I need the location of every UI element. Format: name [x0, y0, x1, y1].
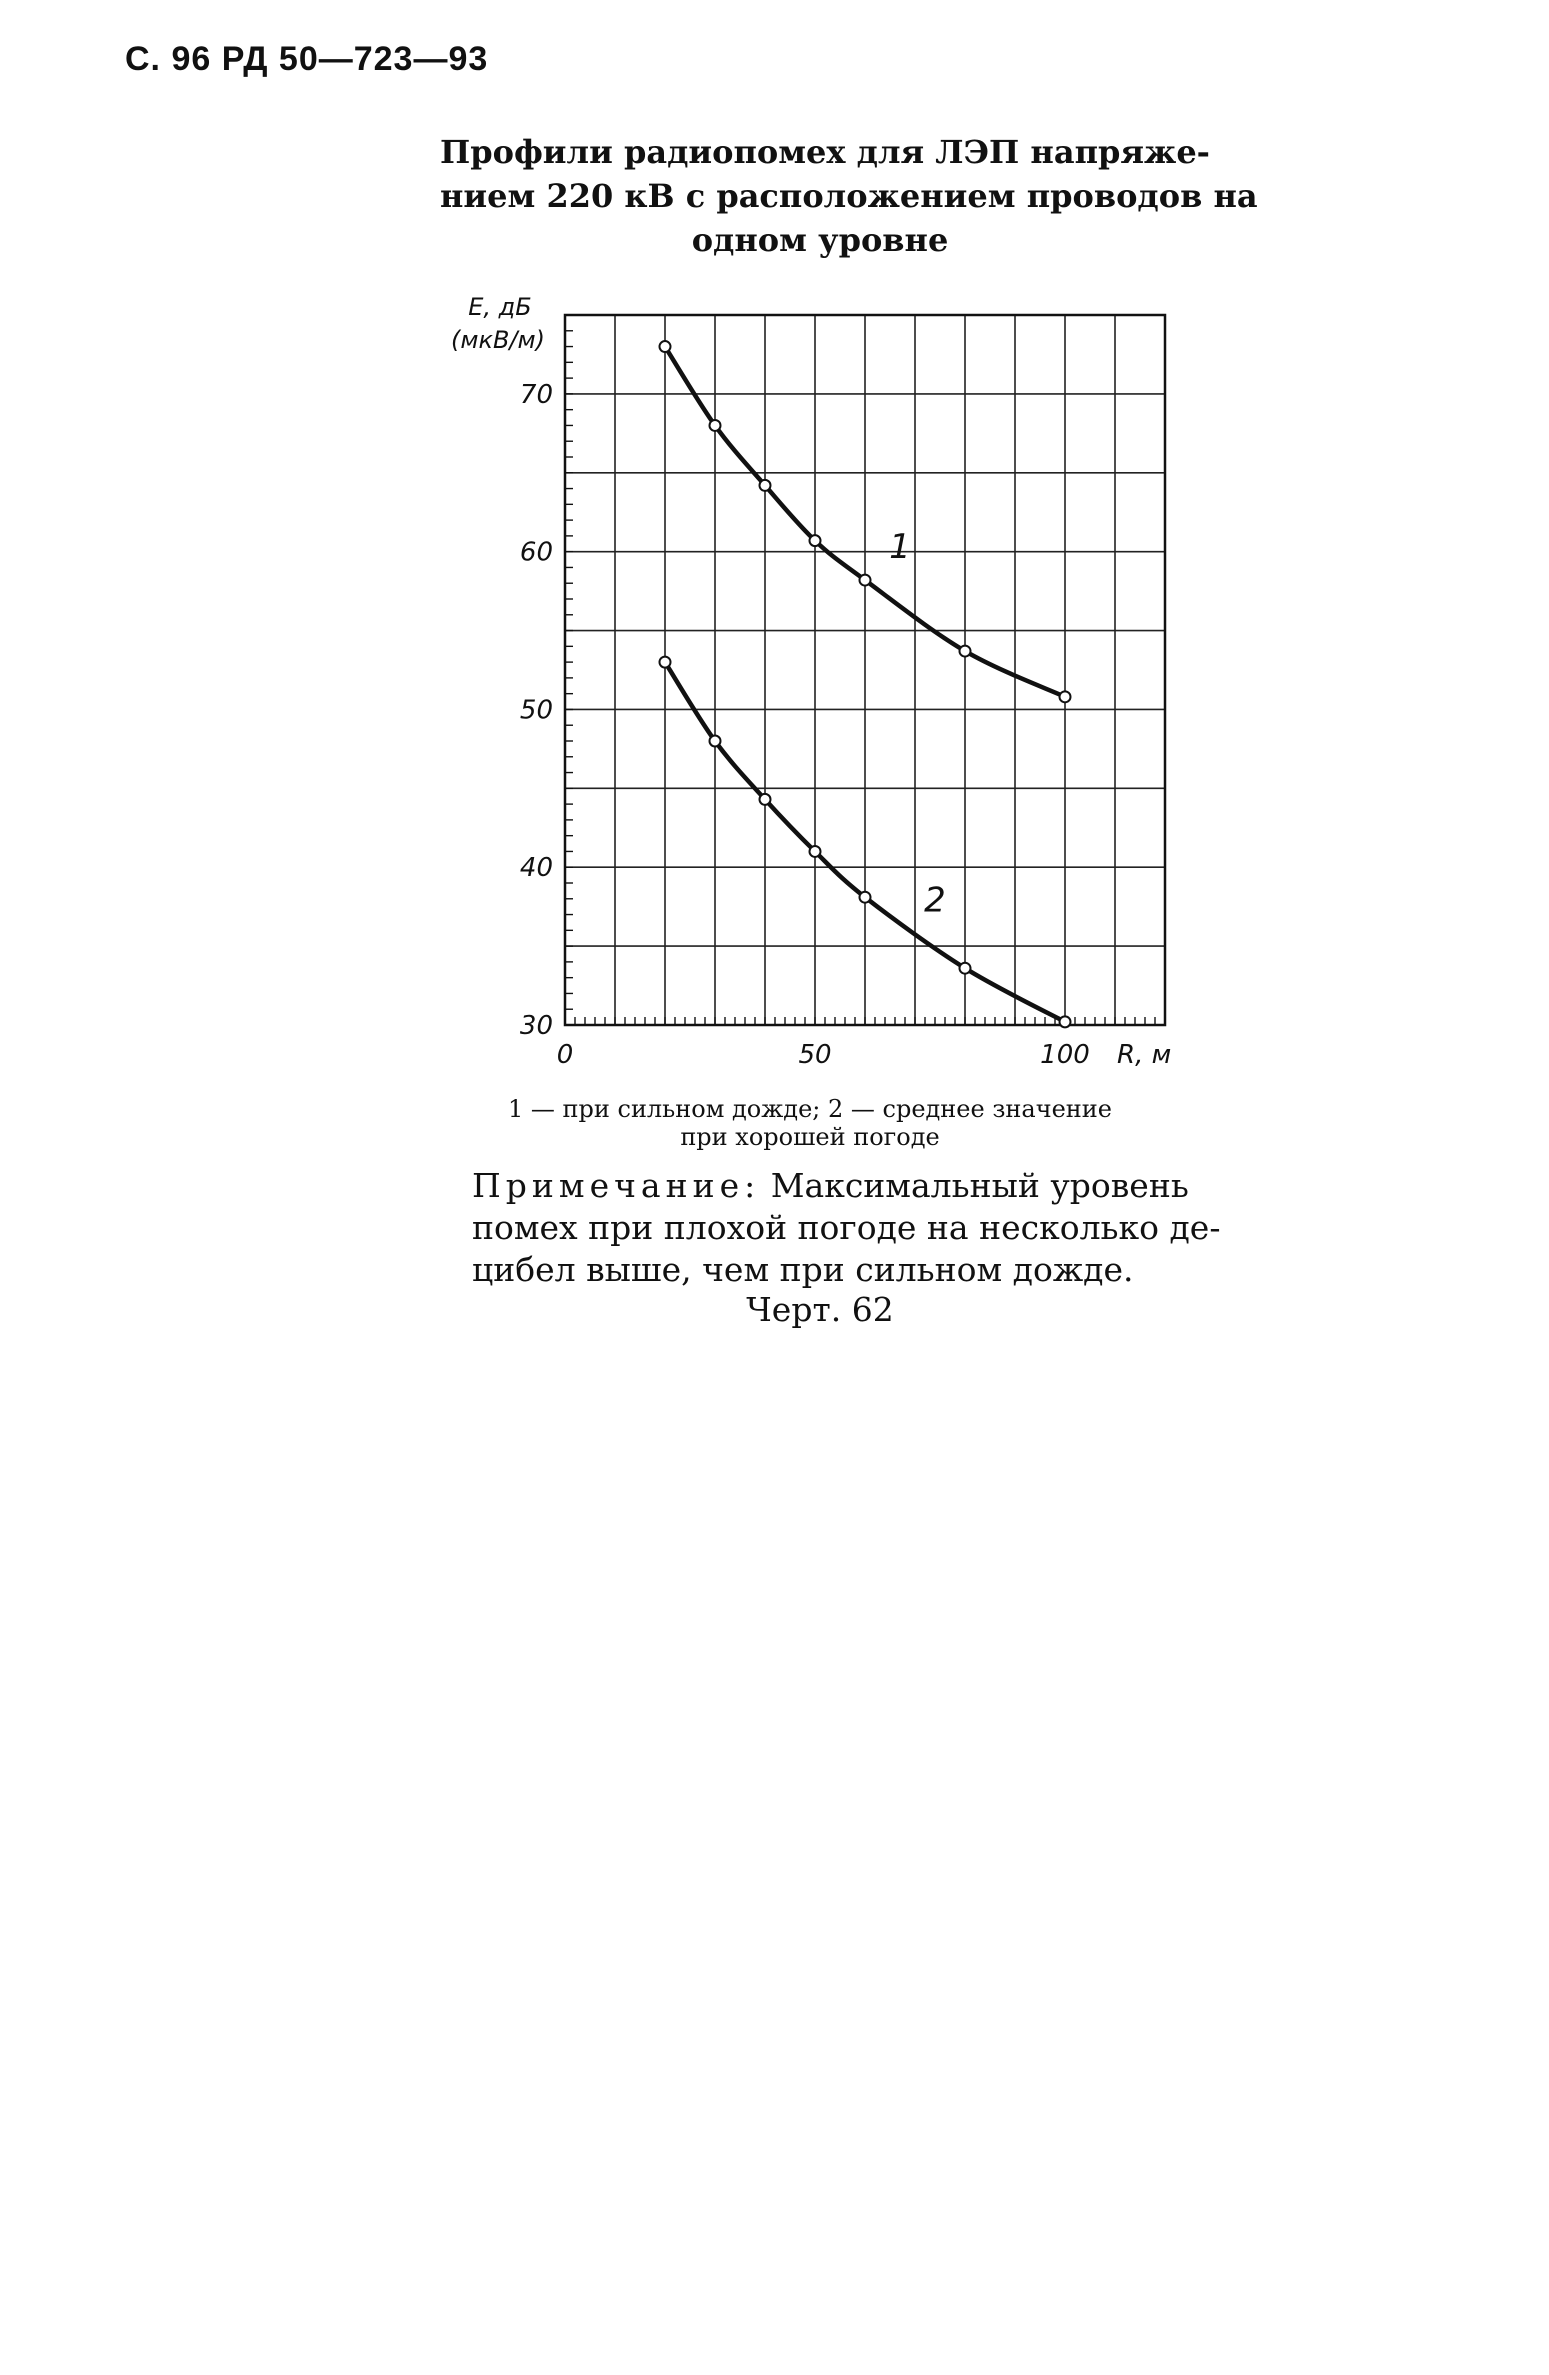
- chart-grid: [565, 315, 1165, 1025]
- series-2-point: [810, 846, 821, 857]
- note-line-2: помех при плохой погоде на несколько де-: [472, 1208, 1221, 1247]
- note-label: Примечание:: [472, 1166, 761, 1205]
- x-axis-label: R, м: [1117, 1040, 1172, 1070]
- note-line-3: цибел выше, чем при сильном дожде.: [472, 1250, 1134, 1289]
- title-line-3: одном уровне: [691, 221, 949, 259]
- y-tick-label: 50: [519, 695, 553, 726]
- x-tick-label: 50: [798, 1040, 832, 1070]
- series-1-point: [1060, 691, 1071, 702]
- axis-tick-labels: [520, 380, 1090, 1070]
- title-line-2: нием 220 кВ с расположением проводов на: [440, 177, 1258, 215]
- series-2-point: [710, 736, 721, 747]
- chart-title: [440, 130, 1258, 262]
- series-2-label: 2: [924, 880, 946, 921]
- y-axis-unit-label: (мкВ/м): [451, 326, 545, 354]
- figure-label: Черт. 62: [746, 1290, 894, 1329]
- series-2-point: [960, 963, 971, 974]
- series-2-point: [660, 657, 671, 668]
- note-text-1: Максимальный уровень: [770, 1166, 1189, 1205]
- x-tick-label: 100: [1040, 1040, 1090, 1070]
- series-1-point: [760, 480, 771, 491]
- series-2-point: [760, 794, 771, 805]
- series-1-point: [810, 535, 821, 546]
- series-1-point: [860, 575, 871, 586]
- y-axis-label: E, дБ: [468, 293, 532, 321]
- series-1-label: 1: [889, 526, 911, 567]
- y-tick-label: 60: [519, 537, 553, 568]
- y-tick-label: 40: [519, 853, 553, 884]
- series-1-point: [960, 646, 971, 657]
- title-line-1: Профили радиопомех для ЛЭП напряже-: [440, 133, 1210, 171]
- series-1-point: [660, 341, 671, 352]
- caption-line-1: 1 — при сильном дожде; 2 — среднее значение: [507, 1095, 1112, 1123]
- caption-line-2: при хорошей погоде: [680, 1123, 940, 1151]
- chart-caption: [430, 1095, 1190, 1151]
- y-tick-label: 70: [519, 379, 553, 410]
- note-line-1: [472, 1165, 1192, 1207]
- radio-noise-chart: [420, 290, 1200, 1090]
- series-1-point: [710, 420, 721, 431]
- series-2-point: [860, 892, 871, 903]
- page-header: С. 96 РД 50—723—93: [125, 40, 489, 78]
- series-2-point: [1060, 1016, 1071, 1027]
- y-tick-label: 30: [519, 1011, 553, 1041]
- note: [472, 1165, 1221, 1291]
- x-tick-label: 0: [556, 1040, 574, 1070]
